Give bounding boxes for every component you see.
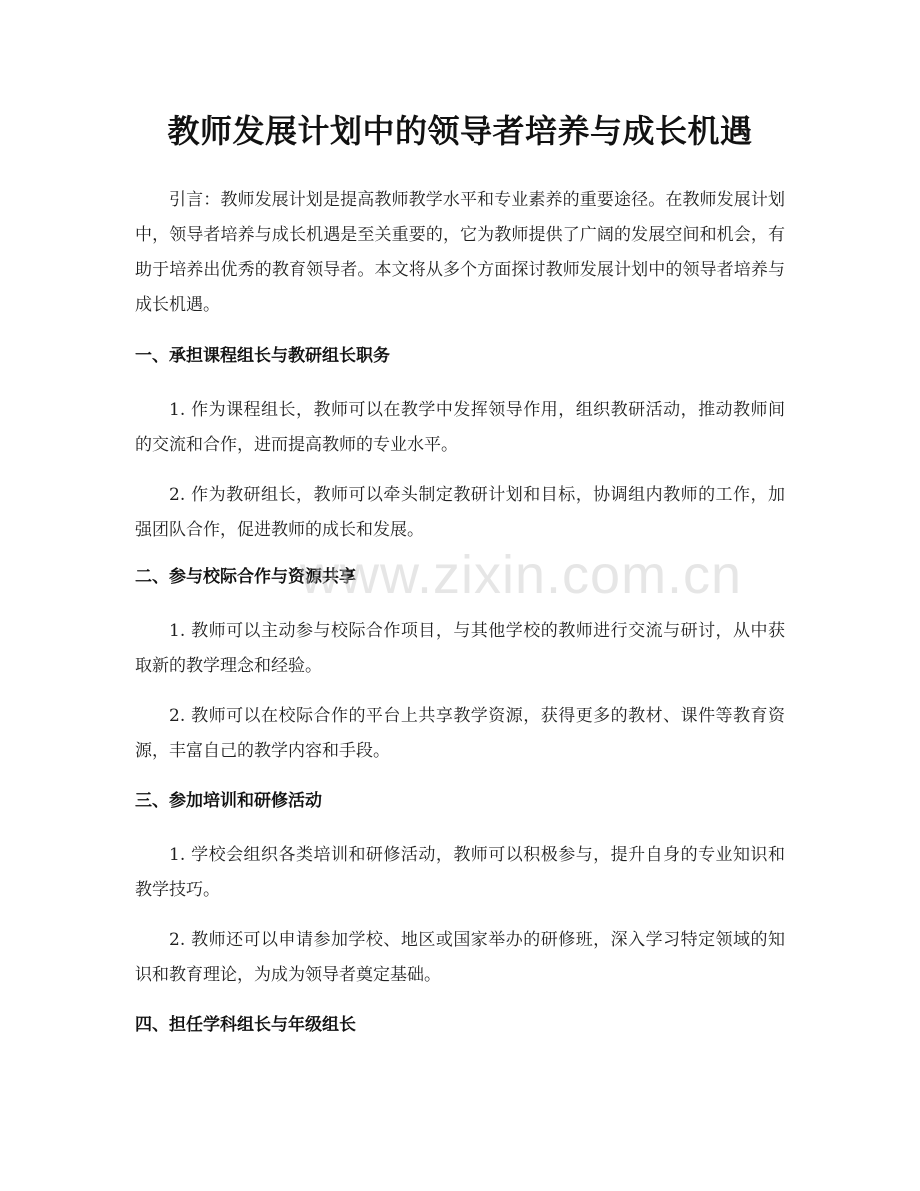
section-2-heading: 二、参与校际合作与资源共享: [135, 567, 356, 587]
intro-paragraph: 引言：教师发展计划是提高教师教学水平和专业素养的重要途径。在教师发展计划中，领导者培养与成长机遇是至关重要的，它为教师提供了广阔的发展空间和机会，有助于培养出优秀的教育领导者。本文将从多个方面探讨教师发展计划中的领导者培养与成长机遇。: [135, 190, 785, 315]
section-3-heading: 三、参加培训和研修活动: [135, 791, 322, 811]
section-1-paragraph-1: 1. 作为课程组长，教师可以在教学中发挥领导作用，组织教研活动，推动教师间的交流和合作，进而提高教师的专业水平。: [135, 400, 785, 455]
section-3-paragraph-1: 1. 学校会组织各类培训和研修活动，教师可以积极参与，提升自身的专业知识和教学技巧。: [135, 845, 785, 900]
section-4-heading: 四、担任学科组长与年级组长: [135, 1015, 356, 1035]
document-title: 教师发展计划中的领导者培养与成长机遇: [167, 112, 753, 150]
section-1-heading: 一、承担课程组长与教研组长职务: [135, 346, 390, 366]
section-2-paragraph-2: 2. 教师可以在校际合作的平台上共享教学资源，获得更多的教材、课件等教育资源，丰富自己的教学内容和手段。: [135, 706, 785, 761]
section-2-paragraph-1: 1. 教师可以主动参与校际合作项目，与其他学校的教师进行交流与研讨，从中获取新的教学理念和经验。: [135, 621, 785, 676]
watermark: www.zixin.com.cn: [300, 545, 743, 605]
section-1-paragraph-2: 2. 作为教研组长，教师可以牵头制定教研计划和目标，协调组内教师的工作，加强团队合作，促进教师的成长和发展。: [135, 485, 785, 540]
section-3-paragraph-2: 2. 教师还可以申请参加学校、地区或国家举办的研修班，深入学习特定领域的知识和教育理论，为成为领导者奠定基础。: [135, 930, 785, 985]
